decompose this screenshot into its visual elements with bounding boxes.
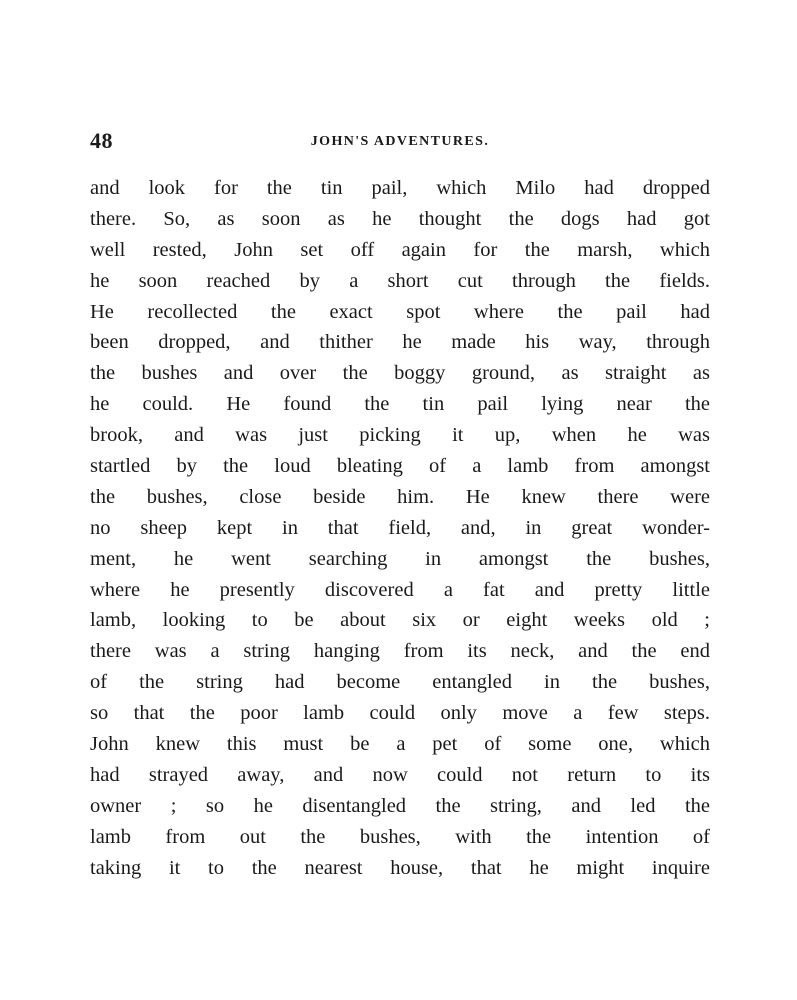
text-line: where he presently discovered a fat and pretty little	[90, 578, 710, 601]
text-line: He recollected the exact spot where the pail had	[90, 300, 710, 323]
page-number: 48	[90, 128, 113, 153]
text-line: had strayed away, and now could not return to its	[90, 763, 710, 786]
text-line: lamb, looking to be about six or eight weeks old ;	[90, 609, 710, 632]
text-line: so that the poor lamb could only move a few steps.	[90, 702, 710, 725]
text-line: startled by the loud bleating of a lamb from amongst	[90, 455, 710, 478]
text-line: he could. He found the tin pail lying near the	[90, 393, 710, 416]
text-line: taking it to the nearest house, that he might inquire	[90, 856, 710, 879]
text-line: and look for the tin pail, which Milo had dropped	[90, 177, 710, 199]
text-line: of the string had become entangled in the bushes,	[90, 671, 710, 694]
text-line: brook, and was just picking it up, when he was	[90, 424, 710, 447]
text-line: no sheep kept in that field, and, in great wonder-	[90, 516, 710, 539]
text-line: owner ; so he disentangled the string, and led the	[90, 794, 710, 817]
text-line: the bushes, close beside him. He knew there were	[90, 485, 710, 508]
running-title: JOHN'S ADVENTURES.	[310, 134, 490, 149]
text-line: the bushes and over the boggy ground, as straight as	[90, 362, 710, 385]
text-line: there was a string hanging from its neck, and the end	[90, 640, 710, 663]
page-header	[90, 128, 710, 158]
text-line: John knew this must be a pet of some one, which	[90, 733, 710, 756]
text-line: well rested, John set off again for the marsh, which	[90, 238, 710, 261]
body-text	[90, 173, 710, 883]
text-line: lamb from out the bushes, with the intention of	[90, 825, 710, 848]
text-line: been dropped, and thither he made his way, through	[90, 331, 710, 354]
text-line: ment, he went searching in amongst the bushes,	[90, 547, 710, 570]
text-line: he soon reached by a short cut through the fields.	[90, 269, 710, 292]
text-line: there. So, as soon as he thought the dogs had got	[90, 207, 710, 230]
